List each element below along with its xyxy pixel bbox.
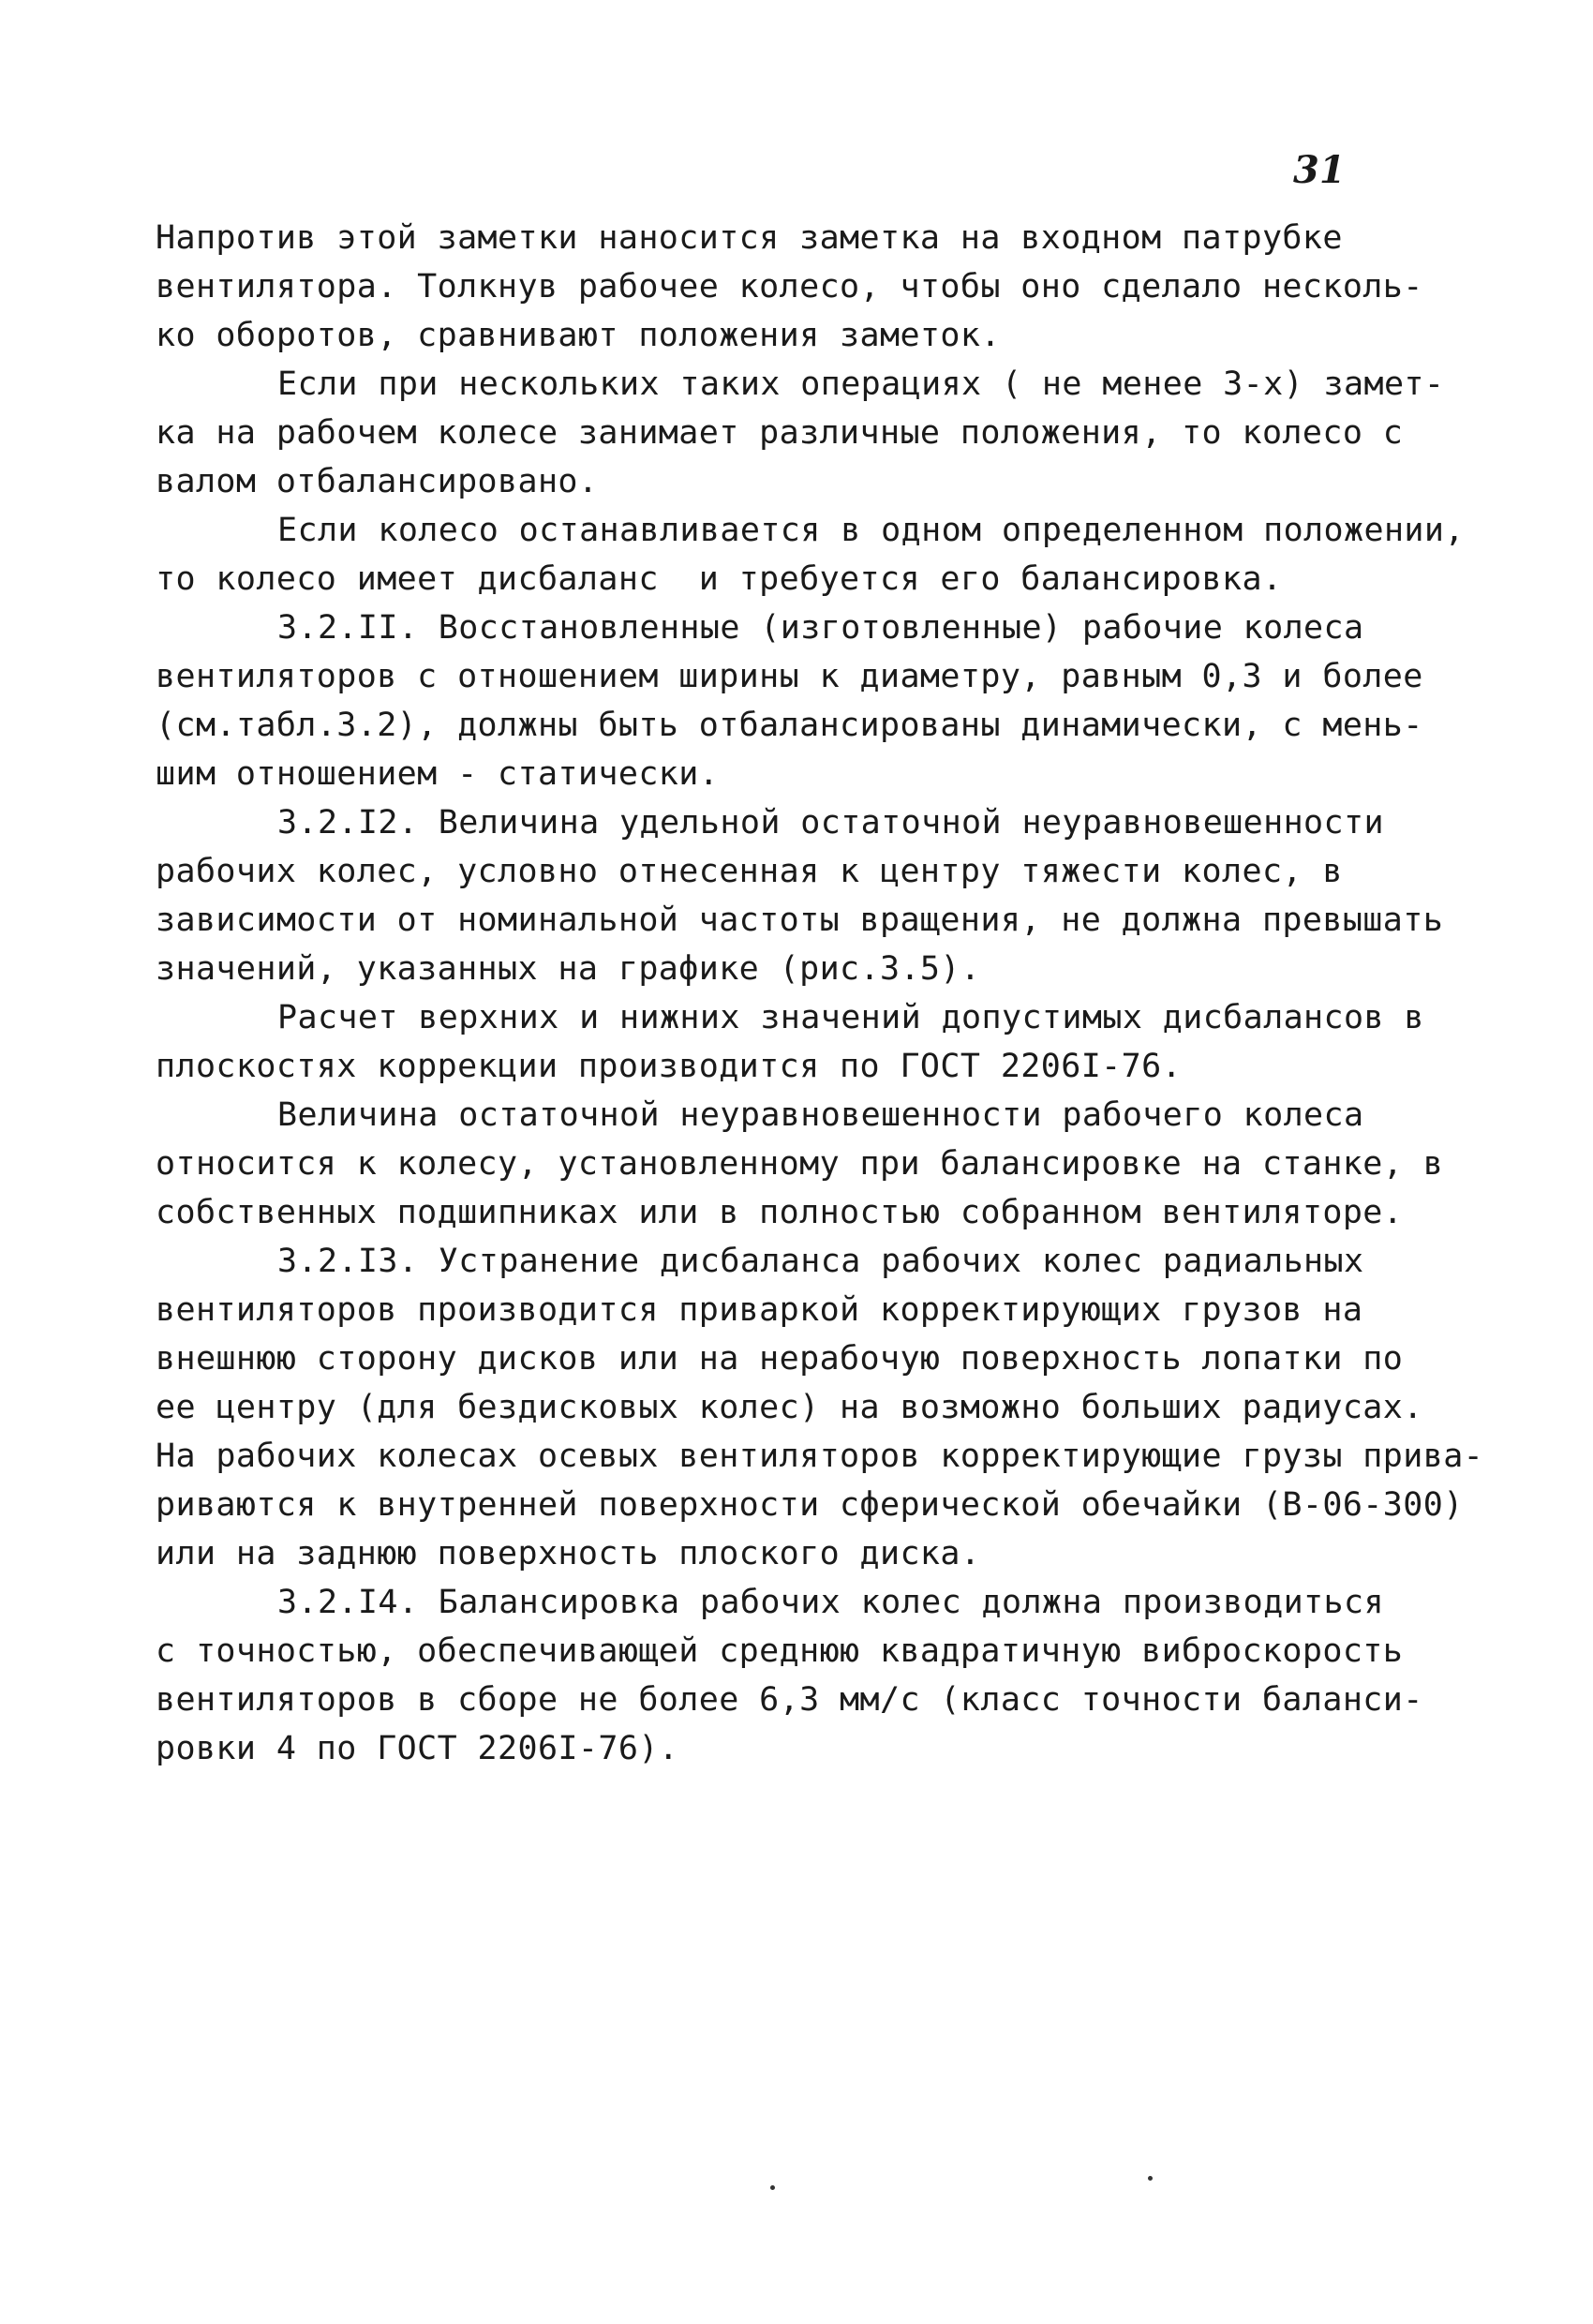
text-line: вентиляторов производится приваркой корректирующих грузов на	[156, 1291, 1363, 1329]
text-line: собственных подшипниках или в полностью собранном вентиляторе.	[156, 1194, 1404, 1231]
paragraph-first-line: 3.2.II. Восстановленные (изготовленные) рабочие колеса	[277, 609, 1364, 647]
text-line: шим отношением - статически.	[156, 755, 720, 793]
text-line: ка на рабочем колесе занимает различные положения, то колесо с	[156, 414, 1404, 452]
paragraph-first-line: 3.2.I2. Величина удельной остаточной неуравновешенности	[277, 804, 1384, 842]
text-line: На рабочих колесах осевых вентиляторов корректирующие грузы прива-	[156, 1438, 1484, 1475]
text-line: относится к колесу, установленному при балансировке на станке, в	[156, 1145, 1444, 1183]
text-line: валом отбалансировано.	[156, 463, 599, 500]
text-line: рабочих колес, условно отнесенная к центру тяжести колес, в	[156, 853, 1343, 890]
text-line: ко оборотов, сравнивают положения заметок.	[156, 317, 1001, 354]
paragraph-first-line: Если колесо останавливается в одном определенном положении,	[277, 512, 1465, 549]
text-line: ее центру (для бездисковых колес) на возможно больших радиусах.	[156, 1389, 1423, 1426]
page-number: 31	[1293, 148, 1346, 192]
text-line: значений, указанных на графике (рис.3.5).	[156, 950, 981, 988]
text-line: то колесо имеет дисбаланс и требуется его балансировка.	[156, 560, 1283, 598]
text-line: риваются к внутренней поверхности сферической обечайки (В-06-300)	[156, 1486, 1464, 1524]
paragraph-first-line: Расчет верхних и нижних значений допустимых дисбалансов в	[277, 999, 1424, 1036]
text-line: ровки 4 по ГОСТ 2206I-76).	[156, 1730, 679, 1767]
text-line: плоскостях коррекции производится по ГОСТ 2206I-76.	[156, 1048, 1183, 1085]
paragraph-first-line: Величина остаточной неуравновешенности рабочего колеса	[277, 1096, 1364, 1134]
text-line: внешнюю сторону дисков или на нерабочую поверхность лопатки по	[156, 1340, 1404, 1378]
text-line: с точностью, обеспечивающей среднюю квадратичную виброскорость	[156, 1632, 1404, 1670]
paragraph-first-line: 3.2.I3. Устранение дисбаланса рабочих колес радиальных	[277, 1243, 1364, 1280]
text-line: Напротив этой заметки наносится заметка на входном патрубке	[156, 219, 1343, 257]
text-line: (см.табл.3.2), должны быть отбалансированы динамически, с мень-	[156, 707, 1423, 744]
paragraph-first-line: Если при нескольких таких операциях ( не менее 3-х) замет-	[277, 365, 1445, 403]
text-line: или на заднюю поверхность плоского диска.	[156, 1535, 981, 1572]
text-line: вентиляторов с отношением ширины к диаметру, равным 0,3 и более	[156, 658, 1423, 695]
paragraph-first-line: 3.2.I4. Балансировка рабочих колес должна производиться	[277, 1584, 1384, 1621]
text-line: зависимости от номинальной частоты вращения, не должна превышать	[156, 901, 1444, 939]
scan-speck	[770, 2185, 775, 2190]
text-line: вентиляторов в сборе не более 6,3 мм/с (класс точности баланси-	[156, 1681, 1423, 1719]
scan-speck	[1148, 2176, 1153, 2181]
text-line: вентилятора. Толкнув рабочее колесо, чтобы оно сделало несколь-	[156, 268, 1423, 305]
